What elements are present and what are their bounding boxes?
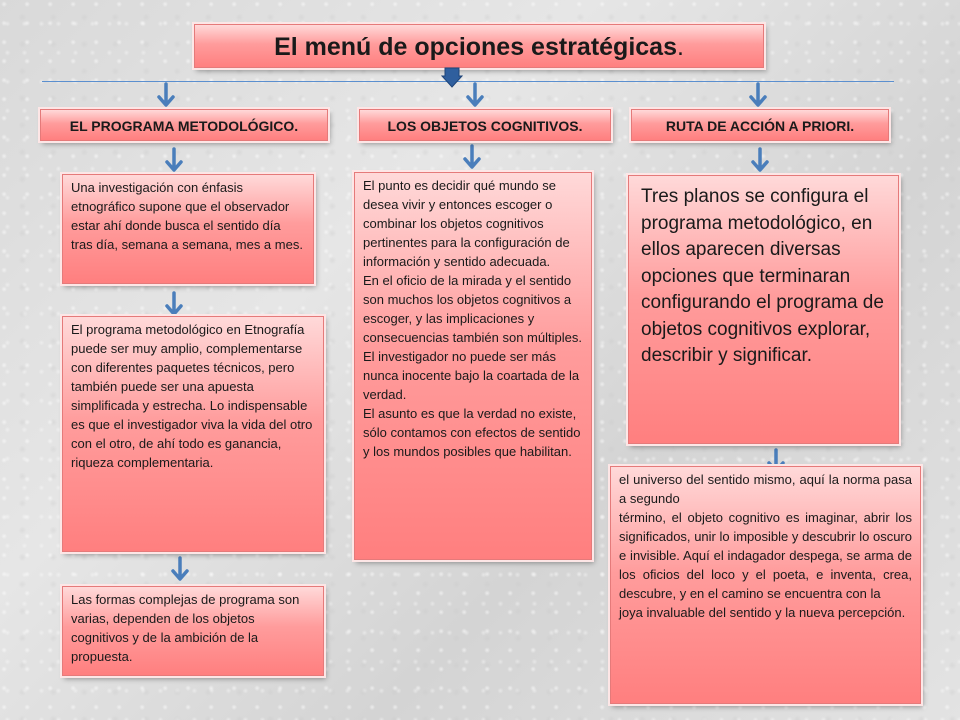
ruta-box-2: el universo del sentido mismo, aquí la norma pasa a segundo término, el objeto cognitivo es imaginar, abrir los significados, unir lo imposible y descubrir lo oscuro e invisible. Aquí el indagador despega, se arma de los oficios del loco y el poeta, e inventa, crea, descubre, y en el camino se encuentra con la joya invaluable del sentido y la nueva percepción. — [610, 466, 921, 704]
page-title — [194, 24, 764, 68]
objetos-box: El punto es decidir qué mundo se desea vivir y entonces escoger o combinar los objetos cognitivos pertinentes para la configuración de información y sentido adecuada. En el oficio de la mirada y el sentido son muchos los objetos cognitivos a escoger, y las implicaciones y consecuencias también son múltiples. El investigador no puede ser más nunca inocente bajo la coartada de la verdad. El asunto es que la verdad no existe, sólo contamos con efectos de sentido y los mundos posibles que habilitan. — [354, 172, 592, 560]
heading-ruta-de-accion: RUTA DE ACCIÓN A PRIORI. — [631, 109, 889, 141]
ruta-box-1: Tres planos se configura el programa metodológico, en ellos aparecen diversas opciones que terminaran configurando el programa de objetos cognitivos explorar, describir y significar. — [628, 175, 899, 444]
heading-programa-metodologico: EL PROGRAMA METODOLÓGICO. — [40, 109, 328, 141]
down-arrow-icon — [164, 291, 184, 317]
page-title-suffix: . — [676, 33, 684, 61]
page-title-text: El menú de opciones estratégicas — [274, 33, 677, 61]
title-down-arrow-icon — [441, 66, 463, 88]
down-arrow-icon — [465, 82, 485, 108]
down-arrow-icon — [462, 144, 482, 170]
programa-box-3: Las formas complejas de programa son varias, dependen de los objetos cognitivos y de la ambición de la propuesta. — [62, 586, 324, 676]
programa-box-1: Una investigación con énfasis etnográfico supone que el observador estar ahí donde busca el sentido día tras día, semana a semana, mes a mes. — [62, 174, 314, 284]
down-arrow-icon — [170, 556, 190, 582]
down-arrow-icon — [748, 82, 768, 108]
down-arrow-icon — [164, 147, 184, 173]
heading-objetos-cognitivos: LOS OBJETOS COGNITIVOS. — [359, 109, 611, 141]
programa-box-2: El programa metodológico en Etnografía puede ser muy amplio, complementarse con diferentes paquetes técnicos, pero también puede ser una apuesta simplificada y estrecha. Lo indispensable es que el investigador viva la vida del otro con el otro, de ahí todo es ganancia, riqueza complementaria. — [62, 316, 324, 552]
down-arrow-icon — [750, 147, 770, 173]
down-arrow-icon — [156, 82, 176, 108]
